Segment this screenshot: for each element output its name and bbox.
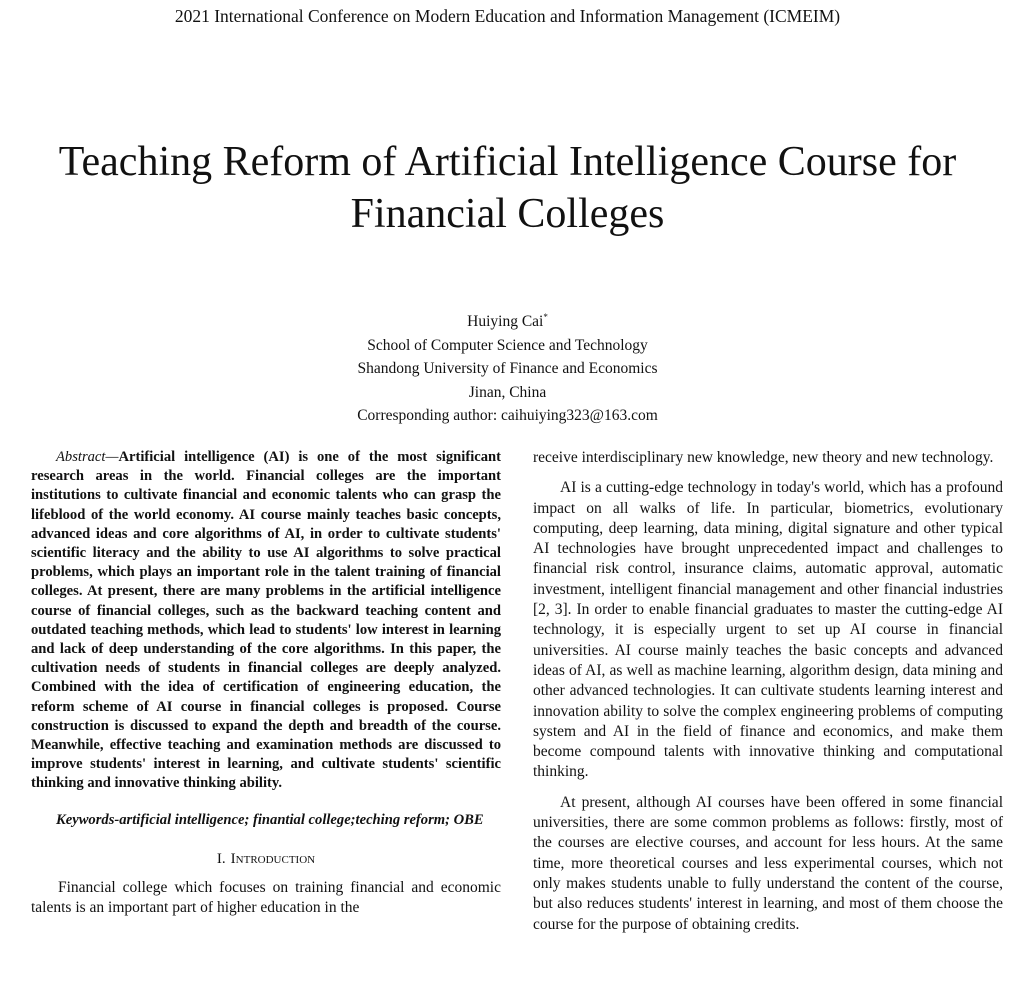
author-name: Huiying Cai — [467, 313, 544, 330]
author-affiliation-1: School of Computer Science and Technology — [367, 336, 648, 354]
right-paragraph-ai: AI is a cutting-edge technology in today's world, which has a profound impact on all walks of life. In particular, biometrics, evolutionary computing, deep learning, data mining, digital signature and other typical AI technologies have brought unprecedented impact and challenges to financial risk control, insurance claims, automatic approval, automatic investment, intelligent financial management and other financial industries [2, 3]. In order to enable financial graduates to master the cutting-edge AI technology, it is especially urgent to set up AI course in financial universities. AI course mainly teaches the basic concepts and advanced ideas of AI, as well as machine learning, algorithm design, data mining and other advanced technologies. It can cultivate students learning interest and innovation ability to solve the complex engineering problems of computing system and AI in the field of finance and economics, and make them become compound talents with innovative thinking and computational thinking. — [533, 479, 1003, 781]
section-number: I. — [216, 850, 226, 867]
abstract-text: Artificial intelligence (AI) is one of the most significant research areas in the world. Financial colleges are the important institutions to cultivate financial and economic talents who can grasp the lifeblood of the world economy. AI course mainly teaches basic concepts, advanced ideas and core algorithms of AI, in order to cultivate students' scientific literacy and the ability to use AI algorithms to solve practical problems, which plays an important role in the talent training of financial colleges. At present, there are many problems in the artificial intelligence course of financial colleges, such as the backward teaching content and outdated teaching methods, which lead to students' low interest in learning and lack of deep understanding of the core algorithms. In this paper, the cultivation needs of students in financial colleges are deeply analyzed. Combined with the idea of certification of engineering education, the reform scheme of AI course in financial colleges is proposed. Course construction is discussed to expand the depth and breadth of the course. Meanwhile, effective teaching and examination methods are discussed to improve students' interest in learning, and cultivate students' scientific thinking and innovative thinking ability. — [31, 449, 501, 792]
conference-header: 2021 International Conference on Modern Education and Information Management (ICMEIM) — [174, 6, 841, 26]
section-title: Introduction — [230, 850, 316, 867]
author-block — [0, 310, 1015, 428]
abstract — [31, 448, 501, 794]
paper-title: Teaching Reform of Artificial Intelligence Course for Financial Colleges — [58, 139, 957, 237]
author-affiliation-2: Shandong University of Finance and Economics — [357, 360, 658, 377]
author-location: Jinan, China — [468, 383, 547, 401]
right-column — [533, 448, 1003, 935]
right-paragraph-problems: At present, although AI courses have been offered in some financial universities, there are some common problems as follows: firstly, most of the courses are elective courses, and account for less hours. At the same time, more theoretical courses and less experimental courses, which not only makes students unable to fully understand the content of the course, but also reduces students' interest in learning, and most of them choose the course for the purpose of obtaining credits. — [533, 793, 1003, 933]
keywords: Keywords-artificial intelligence; finantial college;teching reform; OBE — [56, 811, 484, 828]
right-paragraph-continued: receive interdisciplinary new knowledge, new theory and new technology. — [533, 449, 994, 466]
abstract-lead: Abstract— — [56, 449, 119, 465]
author-mark: * — [543, 312, 548, 322]
left-column — [31, 448, 501, 919]
section-heading-introduction — [31, 849, 501, 869]
author-correspondence: Corresponding author: caihuiying323@163.com — [357, 407, 658, 424]
intro-paragraph-1: Financial college which focuses on training financial and economic talents is an important part of higher education in the — [31, 879, 501, 917]
author-name-line — [0, 310, 1015, 334]
